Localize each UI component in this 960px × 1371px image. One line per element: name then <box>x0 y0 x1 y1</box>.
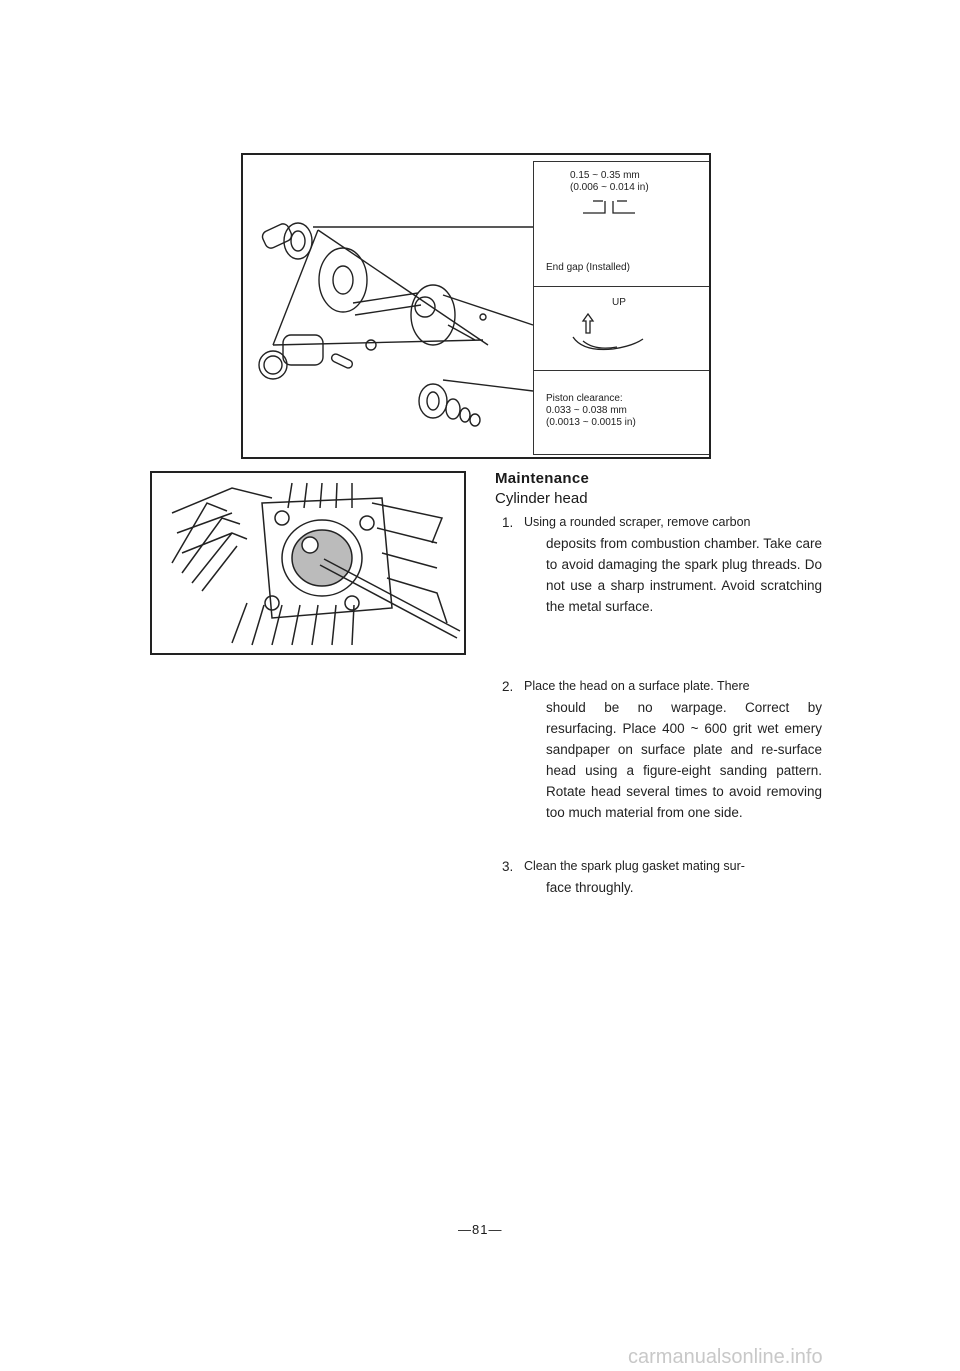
step-body: should be no warpage. Correct by resurfacing. Place 400 ~ 600 grit wet emery sandpaper on surface plate and re-surface head using a figure-eight sanding pattern. Rotate head several times to avoid removing too much material from one side. <box>546 700 822 820</box>
step-number: 3. <box>502 859 514 874</box>
piston-clearance-value-inch: (0.0013 ~ 0.0015 in) <box>546 417 636 428</box>
step-2 <box>502 676 822 823</box>
step-body: deposits from combustion chamber. Take care to avoid damaging the spark plug threads. Do not use a sharp instrument. Avoid scratching the metal surface. <box>546 536 822 614</box>
section-heading: Maintenance <box>495 470 590 487</box>
step-3 <box>502 856 822 898</box>
end-gap-value-inch: (0.006 ~ 0.014 in) <box>570 182 649 193</box>
step-number: 2. <box>502 679 514 694</box>
end-gap-panel <box>533 161 709 287</box>
step-body: face throughly. <box>546 880 634 895</box>
crankshaft-piston-exploded-figure <box>241 153 711 459</box>
end-gap-value: 0.15 ~ 0.35 mm <box>570 170 640 181</box>
cylinder-head-scraping-figure <box>150 471 466 655</box>
step-first-line: Place the head on a surface plate. There <box>524 679 750 693</box>
page-number: —81— <box>458 1222 503 1237</box>
cylinder-head-drawing <box>152 473 464 653</box>
step-first-line: Using a rounded scraper, remove carbon <box>524 515 751 529</box>
step-number: 1. <box>502 515 514 530</box>
piston-clearance-value: 0.033 ~ 0.038 mm <box>546 405 627 416</box>
step-1 <box>502 512 822 617</box>
end-gap-label: End gap (Installed) <box>546 262 630 273</box>
piston-clearance-label: Piston clearance: <box>546 393 623 404</box>
section-subheading: Cylinder head <box>495 490 588 507</box>
piston-clearance-panel <box>533 371 709 455</box>
step-first-line: Clean the spark plug gasket mating sur- <box>524 859 745 873</box>
up-orientation-panel <box>533 287 709 371</box>
up-label: UP <box>612 297 626 308</box>
watermark: carmanualsonline.info <box>628 1346 823 1368</box>
